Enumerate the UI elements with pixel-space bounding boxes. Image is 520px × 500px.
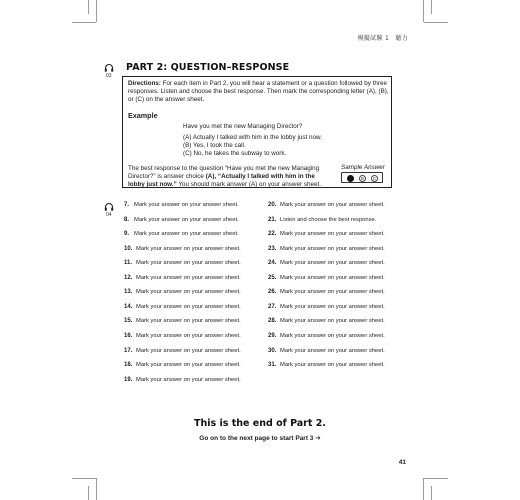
directions-label: Directions: bbox=[128, 80, 161, 87]
question-item bbox=[268, 231, 385, 237]
answer-bubble-c: C bbox=[372, 175, 377, 181]
track-number: 03 bbox=[106, 73, 112, 79]
question-item bbox=[268, 348, 385, 354]
headphones-icon[interactable] bbox=[104, 202, 114, 212]
end-of-part-title: This is the end of Part 2. bbox=[194, 418, 326, 429]
question-item bbox=[124, 246, 241, 252]
part-title: PART 2: QUESTION–RESPONSE bbox=[126, 62, 290, 73]
sample-answer-label: Sample Answer bbox=[341, 164, 385, 171]
question-number: 18. bbox=[124, 362, 133, 369]
answer-bubble-b: B bbox=[360, 175, 365, 181]
question-item bbox=[124, 333, 241, 339]
directions-body: For each item in Part 2, you will hear a statement or a question followed by three responses. Listen and choose the best response. Then mark the corresponding letter (A), (B), or (C) on the answer sheet. bbox=[128, 80, 389, 103]
example-explanation: The best response to the question “Have you met the new Managing Director?” is answer choice (A), “Actually I talked with him in the lobby just now.” You should mark answer (A) on your answer sheet. bbox=[128, 165, 321, 188]
sample-answer-bubbles bbox=[341, 172, 383, 183]
question-text: Mark your answer on your answer sheet. bbox=[280, 231, 385, 238]
question-number: 8. bbox=[124, 216, 130, 223]
example-question: Have you met the new Managing Director? bbox=[183, 123, 303, 130]
question-number: 15. bbox=[124, 318, 133, 325]
directions-text bbox=[128, 80, 390, 104]
question-text: Listen and choose the best response. bbox=[280, 216, 377, 223]
question-item bbox=[124, 377, 241, 383]
question-item bbox=[124, 318, 241, 324]
question-text: Mark your answer on your answer sheet. bbox=[136, 274, 241, 281]
question-item bbox=[124, 260, 241, 266]
question-number: 14. bbox=[124, 303, 133, 310]
question-item bbox=[124, 275, 241, 281]
question-number: 29. bbox=[268, 332, 277, 339]
question-text: Mark your answer on your answer sheet. bbox=[136, 260, 241, 267]
question-item bbox=[268, 217, 376, 223]
question-item bbox=[268, 202, 385, 208]
question-text: Mark your answer on your answer sheet. bbox=[136, 289, 241, 296]
question-item bbox=[268, 304, 385, 310]
question-item bbox=[268, 275, 385, 281]
question-number: 23. bbox=[268, 245, 277, 252]
question-item bbox=[268, 246, 385, 252]
question-item bbox=[124, 289, 241, 295]
question-item bbox=[268, 260, 385, 266]
question-number: 27. bbox=[268, 303, 277, 310]
question-text: Mark your answer on your answer sheet. bbox=[136, 376, 241, 383]
question-text: Mark your answer on your answer sheet. bbox=[136, 362, 241, 369]
question-item bbox=[268, 289, 385, 295]
question-item bbox=[124, 217, 239, 223]
question-item bbox=[124, 362, 241, 368]
question-text: Mark your answer on your answer sheet. bbox=[136, 318, 241, 325]
question-item bbox=[124, 304, 241, 310]
question-number: 12. bbox=[124, 274, 133, 281]
question-text: Mark your answer on your answer sheet. bbox=[134, 231, 239, 238]
example-option-b: (B) Yes, I took the call. bbox=[183, 142, 246, 149]
headphones-icon[interactable] bbox=[104, 63, 114, 73]
question-number: 31. bbox=[268, 362, 277, 369]
question-text: Mark your answer on your answer sheet. bbox=[280, 260, 385, 267]
example-option-a: (A) Actually I talked with him in the lobby just now. bbox=[183, 134, 322, 141]
question-text: Mark your answer on your answer sheet. bbox=[280, 303, 385, 310]
question-text: Mark your answer on your answer sheet. bbox=[280, 289, 385, 296]
running-head: 模擬試験 1 聴力 bbox=[357, 35, 408, 42]
question-number: 26. bbox=[268, 289, 277, 296]
question-text: Mark your answer on your answer sheet. bbox=[280, 362, 385, 369]
question-item bbox=[268, 362, 385, 368]
question-text: Mark your answer on your answer sheet. bbox=[280, 274, 385, 281]
question-item bbox=[124, 202, 239, 208]
question-item bbox=[268, 318, 385, 324]
question-text: Mark your answer on your answer sheet. bbox=[280, 318, 385, 325]
question-number: 20. bbox=[268, 202, 277, 208]
question-number: 7. bbox=[124, 202, 130, 208]
example-label: Example bbox=[128, 111, 158, 120]
directions-box bbox=[122, 76, 392, 188]
question-number: 24. bbox=[268, 260, 277, 267]
question-number: 13. bbox=[124, 289, 133, 296]
question-number: 16. bbox=[124, 332, 133, 339]
question-text: Mark your answer on your answer sheet. bbox=[280, 202, 385, 208]
next-page-instruction: Go on to the next page to start Part 3 ➔ bbox=[199, 435, 321, 442]
question-text: Mark your answer on your answer sheet. bbox=[280, 245, 385, 252]
question-item bbox=[124, 348, 241, 354]
example-option-c: (C) No, he takes the subway to work. bbox=[183, 150, 287, 157]
question-text: Mark your answer on your answer sheet. bbox=[136, 347, 241, 354]
question-number: 21. bbox=[268, 216, 277, 223]
question-text: Mark your answer on your answer sheet. bbox=[134, 216, 239, 223]
page-number: 41 bbox=[398, 459, 406, 466]
question-number: 19. bbox=[124, 376, 133, 383]
question-text: Mark your answer on your answer sheet. bbox=[280, 347, 385, 354]
question-text: Mark your answer on your answer sheet. bbox=[280, 332, 385, 339]
question-number: 10. bbox=[124, 245, 133, 252]
question-number: 30. bbox=[268, 347, 277, 354]
question-number: 28. bbox=[268, 318, 277, 325]
question-item bbox=[124, 231, 239, 237]
question-number: 25. bbox=[268, 274, 277, 281]
track-number: 04 bbox=[106, 212, 112, 218]
question-text: Mark your answer on your answer sheet. bbox=[136, 332, 241, 339]
question-item bbox=[268, 333, 385, 339]
question-number: 17. bbox=[124, 347, 133, 354]
answer-bubble-a bbox=[347, 175, 354, 182]
question-number: 22. bbox=[268, 231, 277, 238]
question-text: Mark your answer on your answer sheet. bbox=[134, 202, 239, 208]
question-text: Mark your answer on your answer sheet. bbox=[136, 303, 241, 310]
question-number: 11. bbox=[124, 260, 133, 267]
question-text: Mark your answer on your answer sheet. bbox=[136, 245, 241, 252]
question-number: 9. bbox=[124, 231, 130, 238]
